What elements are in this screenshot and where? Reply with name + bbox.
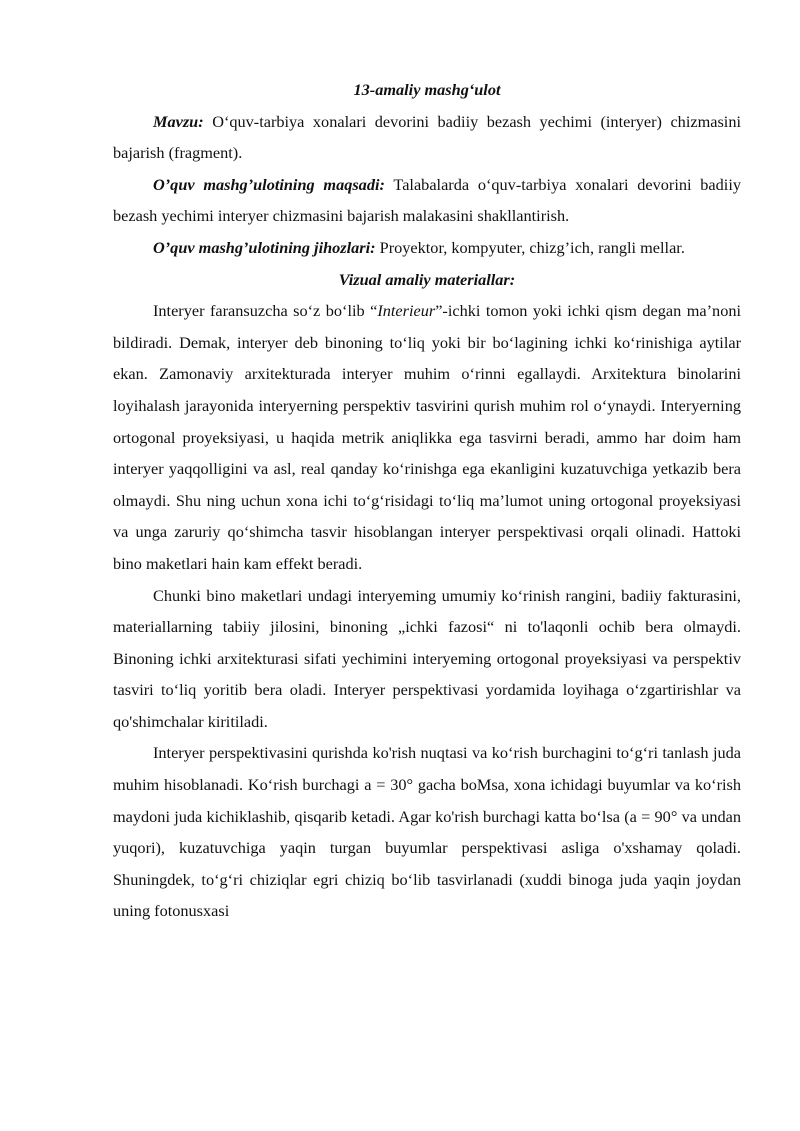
body-paragraph-2: Chunki bino maketlari undagi interyeming umumiy ko‘rinish rangini, badiiy fakturasini, materiallarning tabiiy jilosini, binoning „ichki fazosi“ ni to'laqonli ochib bera olmaydi. Binoning ichki arxitekturasi sifati yechimini interyeming ortogonal proyeksiyasi va perspektiv tasviri to‘liq yoritib bera oladi. Interyer perspektivasi yordamida loyihaga o‘zgartirishlar va qo'shimchalar kiritiladi. [113,585,741,731]
equipment-text: Proyektor, kompyuter, chizg’ich, rangli mellar. [379,237,685,257]
goal-paragraph [113,169,741,232]
equipment-label: O’quv mashg’ulotining jihozlari: [153,237,376,257]
topic-text: O‘quv-tarbiya xonalari devorini badiiy bezash yechimi (interyer) chizmasini bajarish (fragment). [113,111,741,163]
paragraph-1-rest: ”-ichki tomon yoki ichki qism degan ma’noni bildiradi. Demak, interyer deb binoning to‘liq yoki bir bo‘lagining ichki ko‘rinishiga aytilar ekan. Zamonaviy arxitekturada interyer muhim o‘rinni egallaydi. Arxitektura binolarini loyihalash jarayonida interyerning perspektiv tasvirini qurish muhim rol o‘ynaydi. Interyerning ortogonal proyeksiyasi, u haqida metrik aniqlikka ega tasvirni beradi, ammo har doim ham interyer yaqqolligini va asl, real qanday ko‘rinishga ega ekanligini kuzatuvchiga yetkazib bera olmaydi. Shu ning uchun xona ichi to‘g‘risidagi to‘liq ma’lumot uning ortogonal proyeksiyasi va unga zaruriy qo‘shimcha tasvir hisoblangan interyer perspektivasi orqali olinadi. Hattoki bino maketlari hain kam effekt beradi. [113,301,742,573]
topic-paragraph [113,106,741,169]
section-subtitle: Vizual amaliy materiallar: [338,269,516,289]
paragraph-1-term: Interieur [377,301,436,321]
equipment-paragraph [113,232,741,264]
body-paragraph-1 [113,295,741,579]
goal-label: O’quv mashg’ulotining maqsadi: [153,174,385,194]
lesson-title: 13-amaliy mashg‘ulot [353,80,501,99]
topic-label: Mavzu: [153,111,204,131]
body-paragraph-3: Interyer perspektivasini qurishda ko'rish nuqtasi va ko‘rish burchagini to‘g‘ri tanlash juda muhim hisoblanadi. Ko‘rish burchagi a = 30° gacha boMsa, xona ichidagi buyumlar va ko‘rish maydoni juda kichiklashib, qisqarib ketadi. Agar ko'rish burchagi katta bo‘lsa (a = 90° va undan yuqori), kuzatuvchiga yaqin turgan buyumlar perspektivasi asliga o'xshamay qoladi. Shuningdek, to‘g‘ri chiziqlar egri chiziq bo‘lib tasvirlanadi (xuddi binoga juda yaqin joydan uning fotonusxasi [113,743,741,921]
goal-text: Talabalarda o‘quv-tarbiya xonalari devorini badiiy bezash yechimi interyer chizmasini bajarish malakasini shakllantirish. [113,174,741,226]
document-page [113,74,741,927]
paragraph-1-start: Interyer faransuzcha so‘z bo‘lib “ [153,301,378,321]
